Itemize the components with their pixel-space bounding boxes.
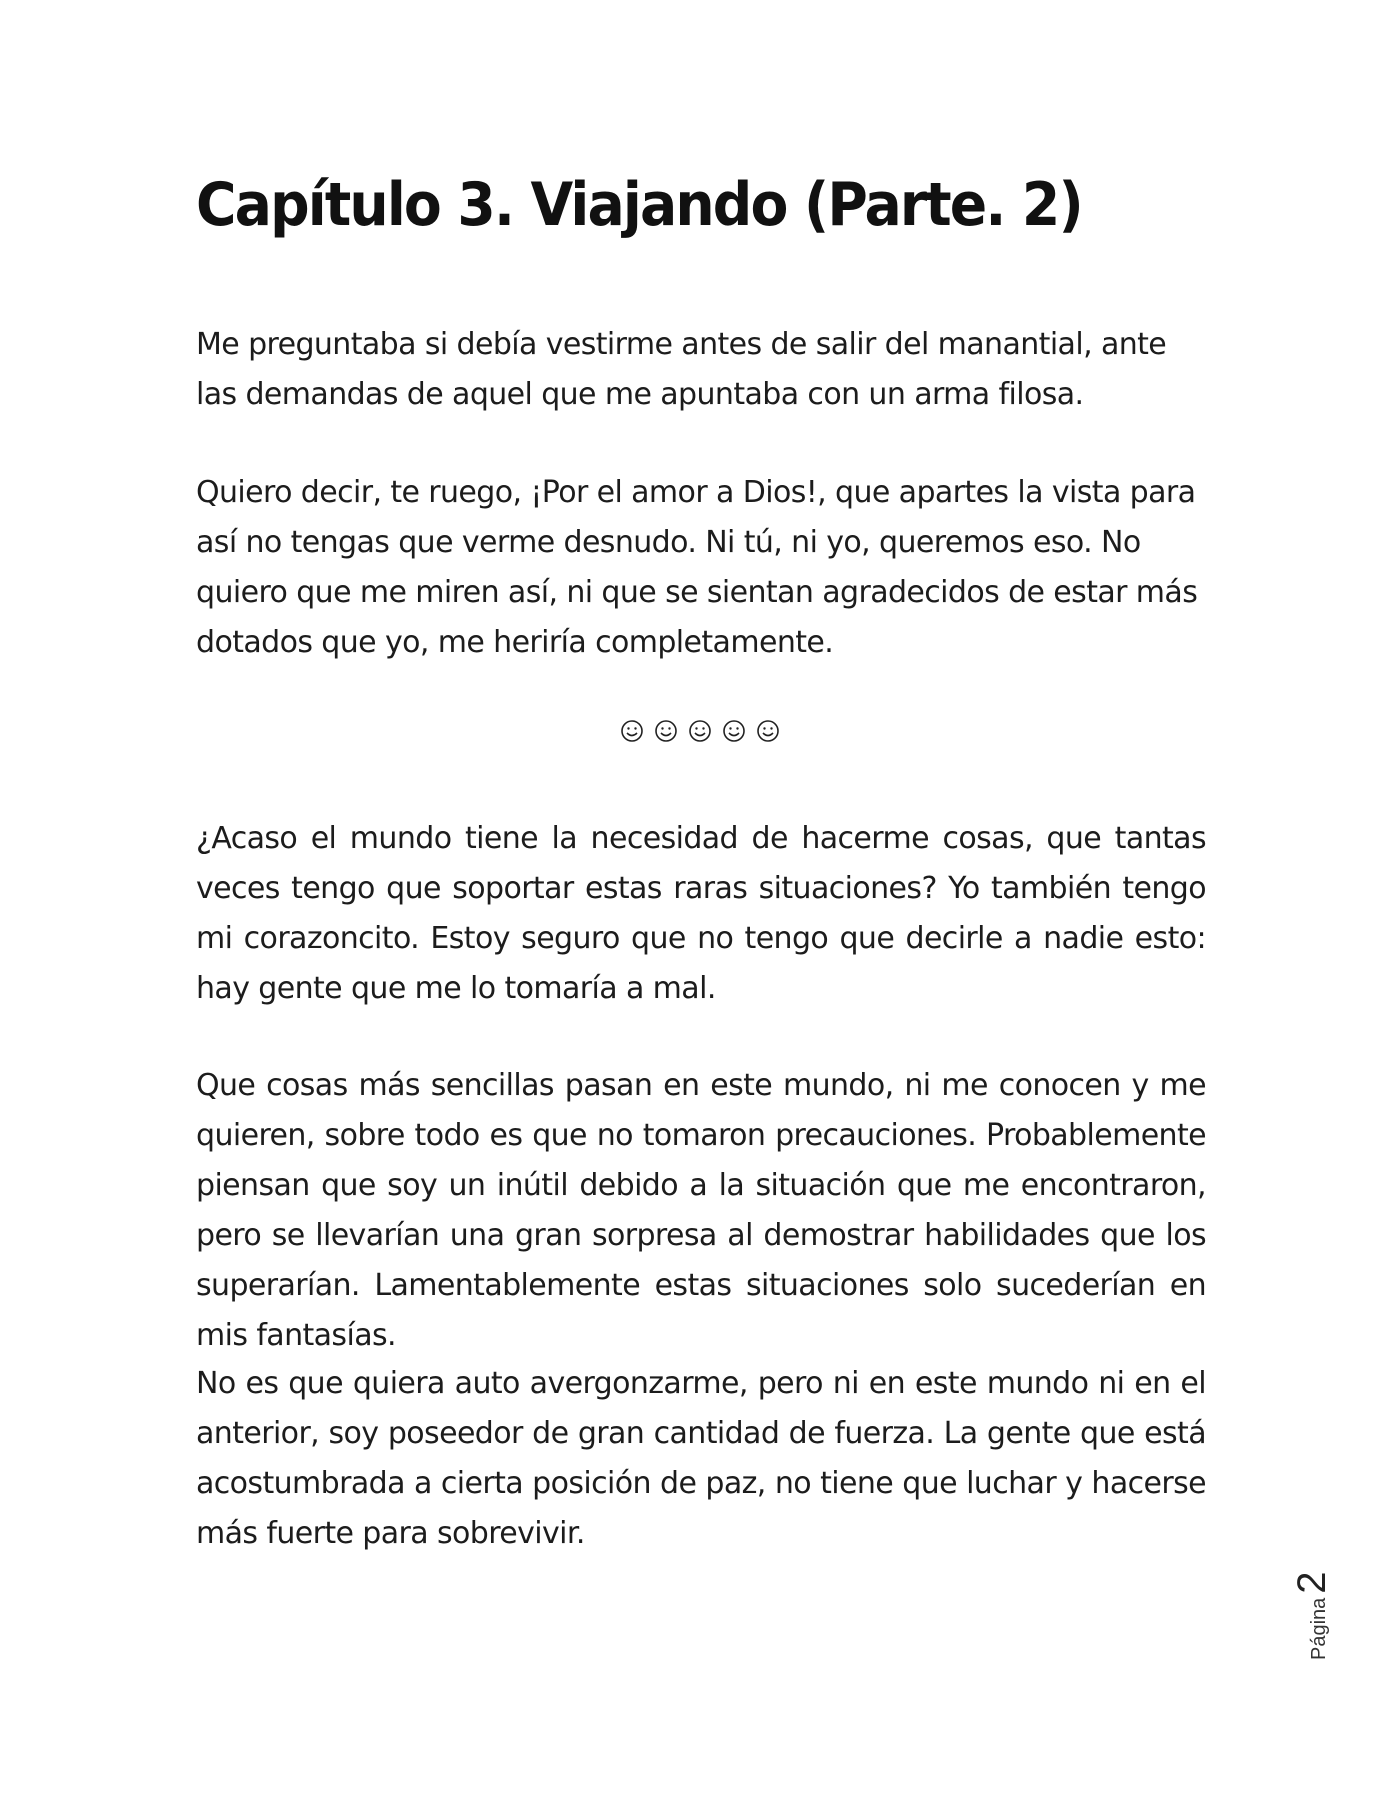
smiley-icon [755,718,781,744]
scene-separator [0,718,1400,758]
paragraph-5: No es que quiera auto avergonzarme, pero ni en este mundo ni en el anterior, soy poseedor de gran cantidad de fuerza. La gente que está acostumbrada a cierta posición de paz, no tiene que luchar y hacerse más fuerte para sobrevivir. [196,1366,1206,1551]
page-label: Página [1308,1597,1330,1660]
smiley-icon [687,718,713,744]
smiley-icon [619,718,645,744]
paragraph-2: Quiero decir, te ruego, ¡Por el amor a Dios!, que apartes la vista para así no tengas que verme desnudo. Ni tú, ni yo, queremos eso. No quiero que me miren así, ni que se sientan agradecidos de estar más dotados que yo, me heriría completamente. [196,475,1198,660]
paragraph-1: Me preguntaba si debía vestirme antes de salir del manantial, ante las demandas de aquel que me apuntaba con un arma filosa. [196,327,1167,412]
page-number [1290,1540,1334,1660]
page-number-value: 2 [1290,1571,1334,1594]
smiley-icon [721,718,747,744]
paragraph-4: Que cosas más sencillas pasan en este mundo, ni me conocen y me quieren, sobre todo es que no tomaron precauciones. Probablemente piensan que soy un inútil debido a la situación que me encontraron, pero se llevarían una gran sorpresa al demostrar habilidades que los superarían. Lamentablemente estas situaciones solo sucederían en mis fantasías. [196,1068,1206,1353]
chapter-title: Capítulo 3. Viajando (Parte. 2) [196,170,1082,240]
paragraph-3: ¿Acaso el mundo tiene la necesidad de hacerme cosas, que tantas veces tengo que soportar estas raras situaciones? Yo también tengo mi corazoncito. Estoy seguro que no tengo que decirle a nadie esto: hay gente que me lo tomaría a mal. [196,821,1206,1006]
smiley-icon [653,718,679,744]
